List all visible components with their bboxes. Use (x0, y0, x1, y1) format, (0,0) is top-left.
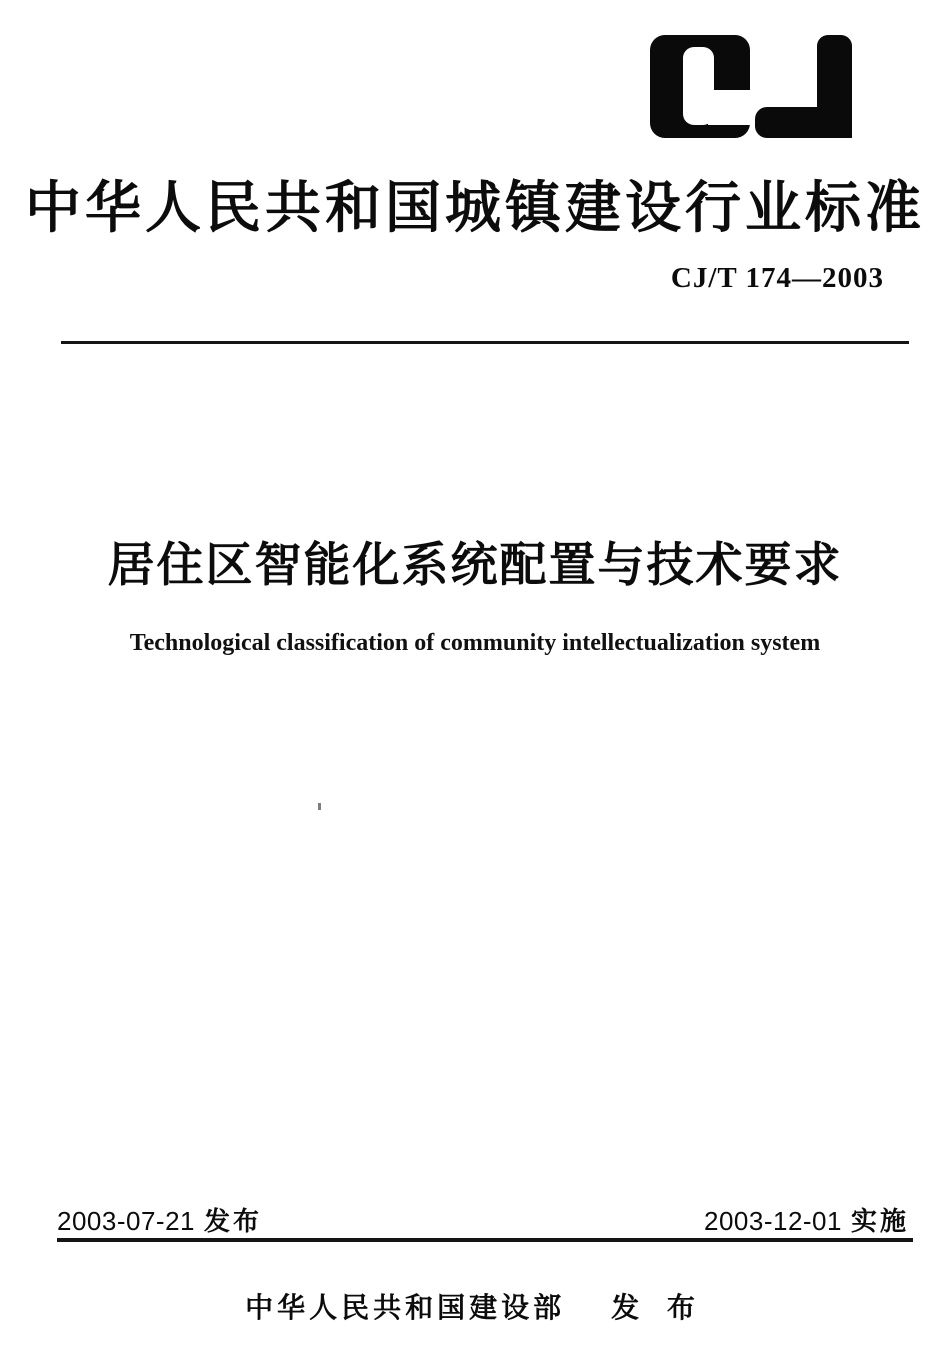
publisher-action: 发 布 (611, 1292, 705, 1323)
document-title-chinese: 居住区智能化系统配置与技术要求 (107, 538, 843, 591)
cj-logo-icon (650, 35, 852, 138)
issue-date-line (57, 1201, 262, 1238)
standard-number: CJ/T 174—2003 (670, 262, 884, 294)
publisher-line (0, 1286, 950, 1326)
document-title-english: Technological classification of community intellectualization system (129, 630, 821, 656)
stray-print-mark (318, 803, 321, 810)
implementation-date: 2003-12-01 (703, 1206, 842, 1236)
header-rule (61, 341, 909, 344)
cj-logo-text (650, 138, 651, 139)
publisher-name: 中华人民共和国建设部 (245, 1292, 566, 1323)
footer-rule (57, 1238, 913, 1242)
issue-date: 2003-07-21 (57, 1206, 195, 1236)
implementation-label: 实施 (850, 1206, 909, 1236)
implementation-date-line (704, 1201, 909, 1238)
issue-label: 发布 (204, 1206, 263, 1236)
standard-heading: 中华人民共和国城镇建设行业标准 (25, 176, 925, 239)
